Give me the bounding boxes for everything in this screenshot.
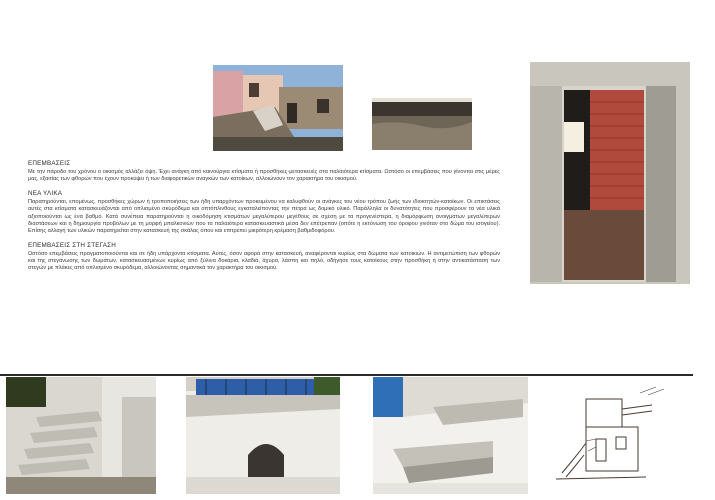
photo-wall-detail <box>372 98 472 150</box>
text-sections <box>28 160 500 279</box>
photo-balcony-underside <box>373 377 528 494</box>
sketch-house-drawing <box>556 381 668 491</box>
section-body-interventions: Με την πάροδο του χρόνου ο οικισμός αλλάζει όψη. Έχει ανάγκη από καινούργια κτίσματα ή προσθήκες-μετασκευές στα παλαιότερα κτίσματα. Ωστόσο οι επεμβάσεις που γίνονται στις μέρες μας, εξαιτίας των φθορών που έχουν προκύψει ή των διαφορετικών αναγκών των κατοίκων, αλλοιώνουν τον χαρακτήρα του οικισμού. <box>28 169 500 183</box>
section-heading-interventions: ΕΠΕΜΒΑΣΕΙΣ <box>28 160 71 167</box>
section-body-new-materials: Παρατηρούνται, επομένως, προσθήκες χώρων ή τροποποιήσεις των ήδη υπαρχόντων προκειμένου να καλυφθούν οι ανάγκες του νέου τρόπου ζωής των ιδιοκτητών-κατοίκων. Οι επικτάσεις αυτές στα κτίσματα κατασκευάζονται από οπλισμένο σκυρόδεμα και οπτόπλινθους εγκαταλείποντας την πέτρα ως δομικό υλικό. Παράλληλα οι δυνατότητες που προσφέρουν τα νέα υλικά αξιοποιούνται ως ένα βαθμό. Κατά συνέπεια παρατηρούνται η οικοδόμηση κτισμάτων μεγαλύτερου μεγέθους σε σχέση με τα προγενέστερα, η διαμόρφωση ανοιγμάτων μεγαλύτερων διαστάσεων και η δημιουργία προβόλων με τη μορφή μπαλκονιών που τα παλαιότερα κατασκευαστικά μέσα δεν επέτρεπαν (οπότε η εκτόνωση του όροφου γινόταν στο δώμα του ισογείου). Επίσης αλλαγή των υλικών παρατηρείται στην κατασκευή της σκάλας όπου και επιτρέπει μικρότερη κρέμαση βαθμιδοφόρου. <box>28 199 500 234</box>
photo-balcony-street <box>186 377 340 494</box>
photo-stair-terrace <box>6 377 156 494</box>
divider-line <box>0 374 693 376</box>
photo-houses-exterior <box>213 65 343 151</box>
section-body-roofing: Ωστόσο επεμβάσεις πραγματοποιούνται και σε ήδη υπάρχοντα κτίσματα. Αυτές, όσον αφορά στην κατασκευή, αναφέρονται κυρίως στα δώματα των κατοικιών. Η αντιμετώπιση των φθορών και της στεγάνωσης των δωμάτων, κατασκευασμένων κυρίως από ξύλινα δοκάρια, κλαδιά, άχυρα, λάσπη και πηλό, οδήγησε τους κατοίκους στην προσθήκη ή στην αντικατάσταση των στεγών με πλάκες από οπλισμένο σκυρόδεμα, αλλοιώνοντας σημαντικά τον χαρακτήρα του οικισμού. <box>28 250 500 272</box>
section-heading-new-materials: ΝΕΑ ΥΛΙΚΑ <box>28 190 63 198</box>
photo-doorway-brick <box>530 62 690 284</box>
section-heading-roofing: ΕΠΕΜΒΑΣΕΙΣ ΣΤΗ ΣΤΕΓΑΣΗ <box>28 241 116 249</box>
